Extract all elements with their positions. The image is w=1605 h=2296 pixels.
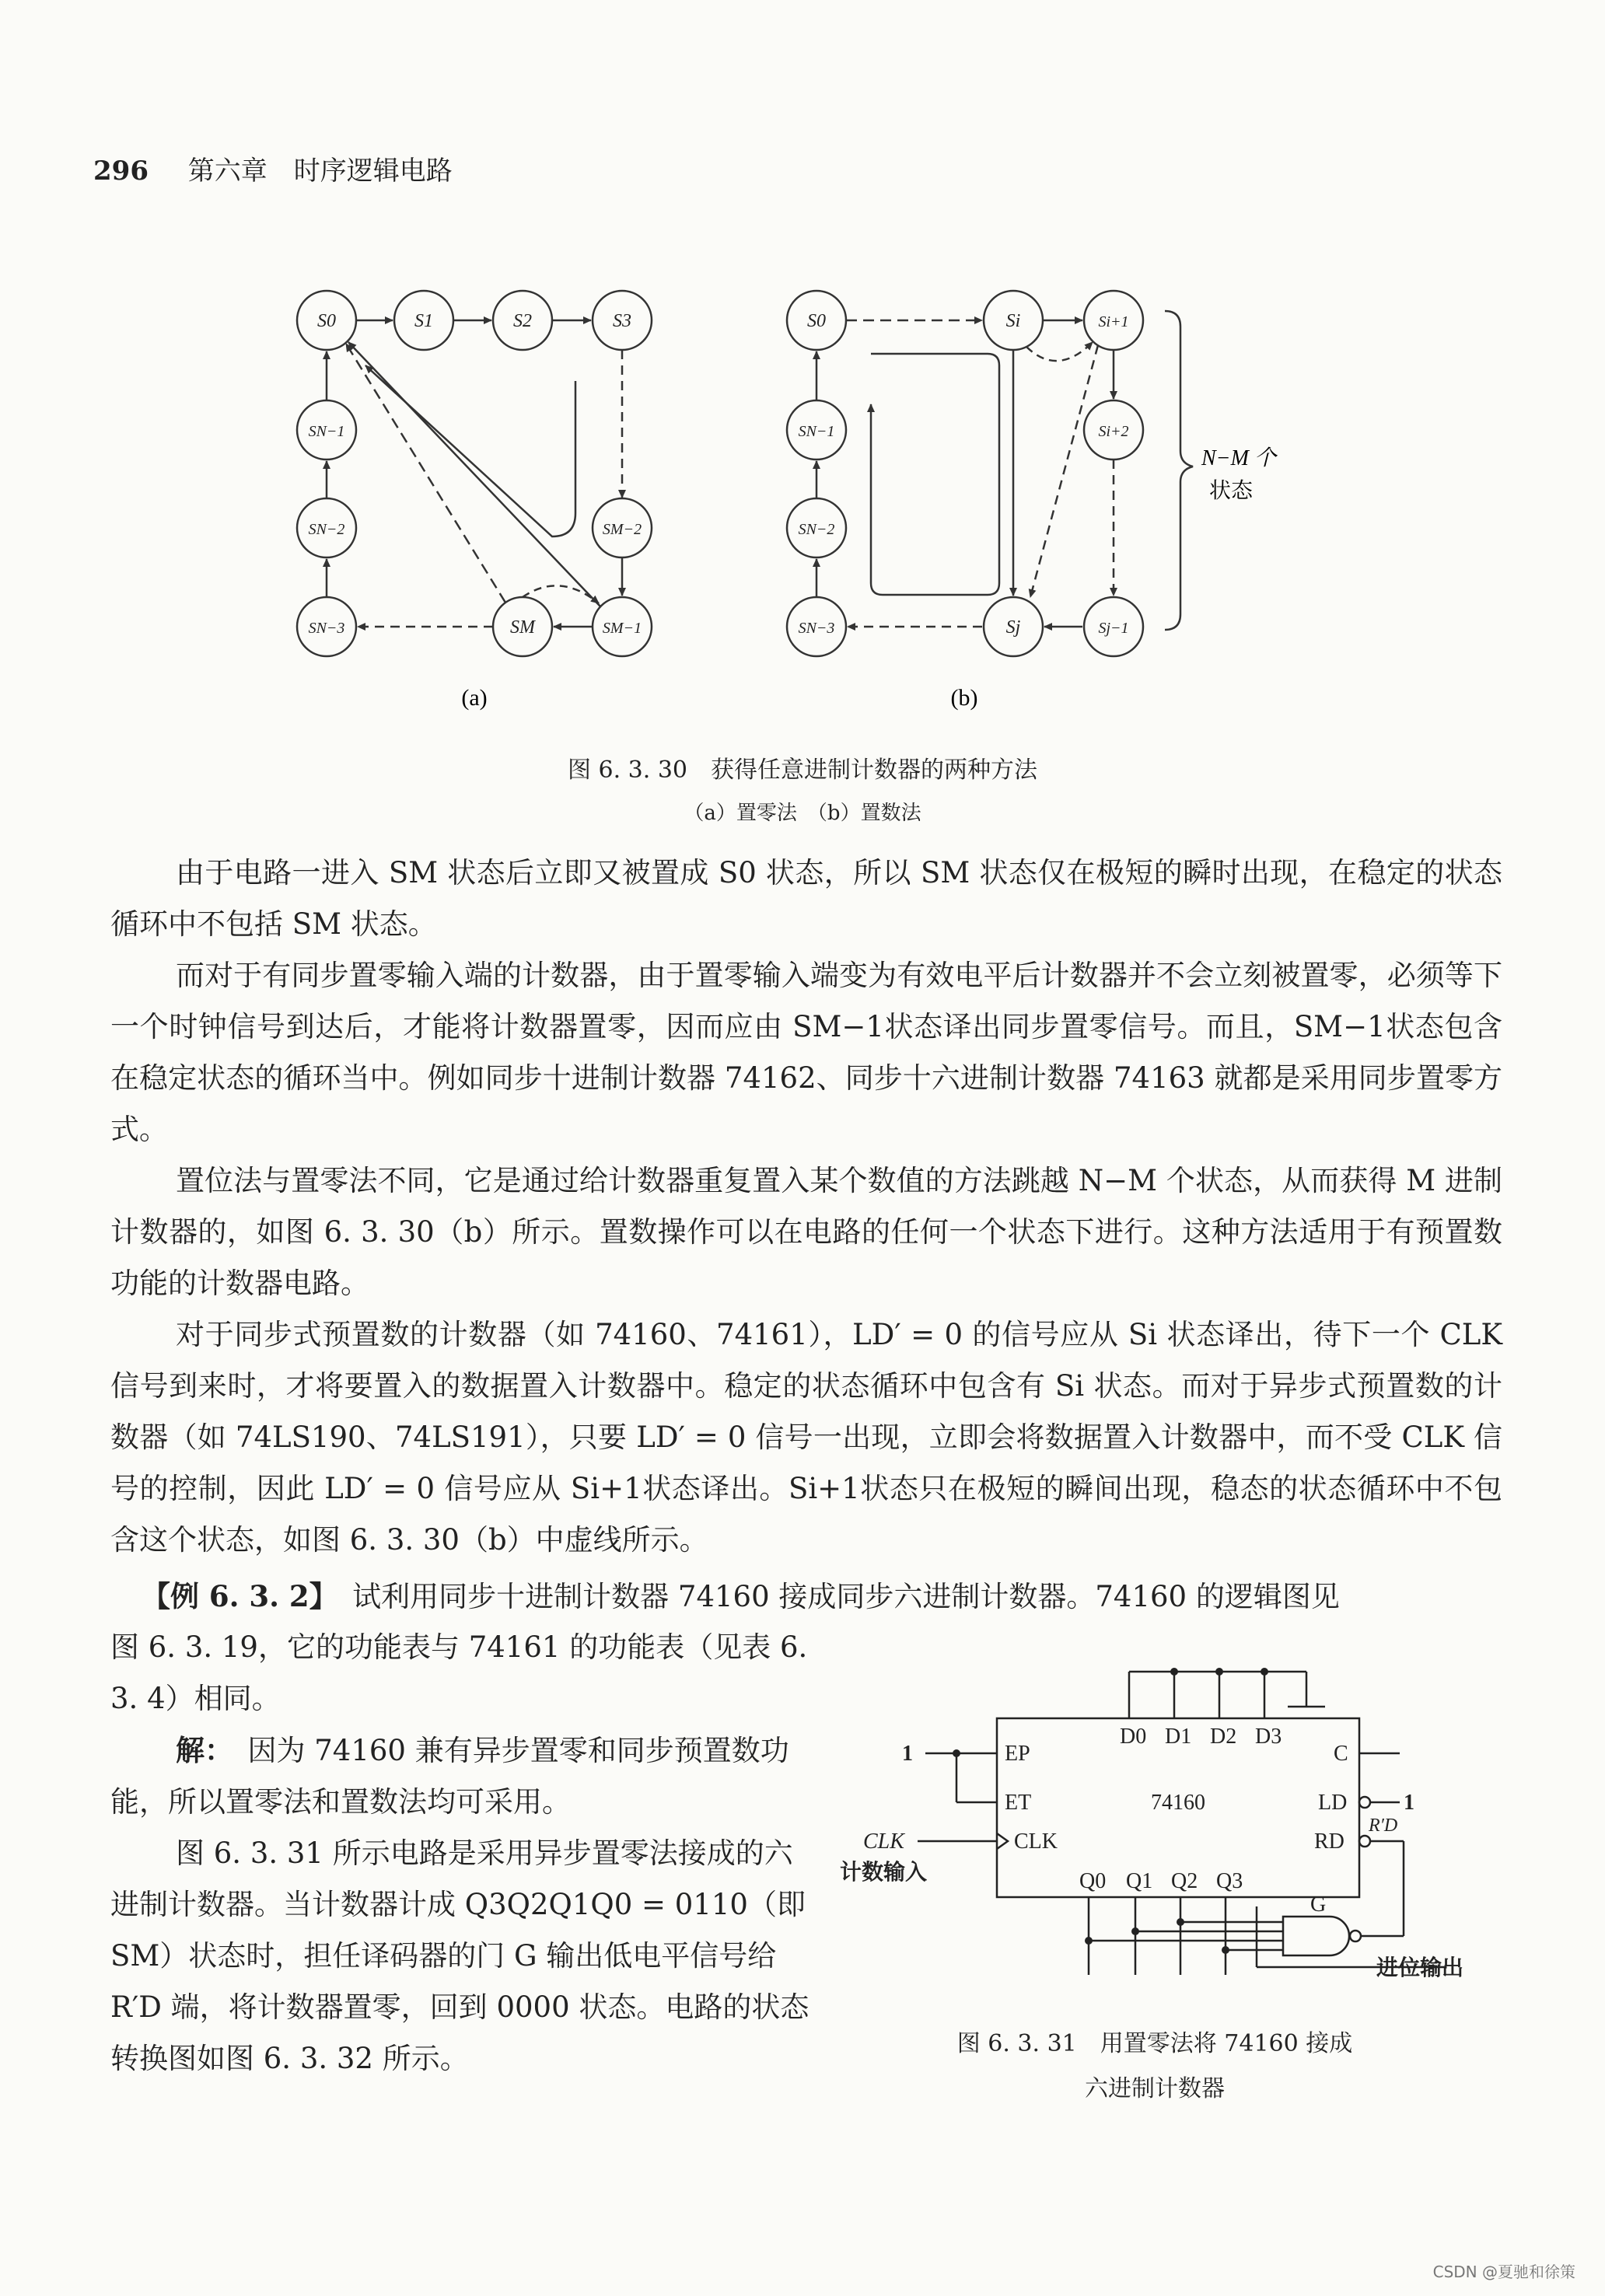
state-b-sn1: SN−1 — [798, 423, 835, 440]
example-body — [110, 1622, 810, 2085]
clk-label: CLK — [863, 1829, 904, 1854]
pin-q3: Q3 — [1216, 1869, 1243, 1893]
watermark: CSDN @夏驰和徐策 — [1432, 2263, 1575, 2281]
pin-q0: Q0 — [1079, 1869, 1107, 1893]
state-b-si1: Si+1 — [1098, 313, 1129, 330]
solution-text: 因为 74160 兼有异步置零和同步预置数功能，所以置零法和置数法均可采用。 — [110, 1734, 789, 1819]
state-a-sn3: SN−3 — [308, 620, 345, 637]
example-tag: 【例 6. 3. 2】 — [142, 1579, 324, 1613]
gate-label: G — [1310, 1892, 1327, 1917]
figure-6-3-31-caption — [918, 2022, 1392, 2112]
state-a-s2: S2 — [513, 311, 532, 331]
page-number: 296 — [93, 156, 149, 187]
state-b-sn3: SN−3 — [798, 620, 835, 637]
chapter-title: 第六章 时序逻辑电路 — [187, 156, 453, 187]
paragraph-3: 置位法与置零法不同，它是通过给计数器重复置入某个数值的方法跳越 N−M 个状态，从而获得 M 进制计数器的，如图 6. 3. 30（b）所示。置数操作可以在电路的任何一个状态下进行。这种方法适用于有预置数功能的计数器电路。 — [110, 1164, 1502, 1300]
pin-c: C — [1334, 1742, 1348, 1766]
pin-d1: D1 — [1165, 1725, 1192, 1749]
input-one: 1 — [902, 1742, 913, 1766]
state-a-sm1: SM−1 — [602, 620, 642, 637]
state-b-s0: S0 — [807, 311, 826, 331]
state-b-sn2: SN−2 — [798, 521, 835, 538]
state-a-sm2: SM−2 — [602, 521, 642, 538]
paragraph-1: 由于电路一进入 SM 状态后立即又被置成 S0 状态，所以 SM 状态仅在极短的瞬时出现，在稳定的状态循环中不包括 SM 状态。 — [110, 856, 1502, 941]
panel-b-label: (b) — [950, 685, 978, 711]
pin-d3: D3 — [1255, 1725, 1282, 1749]
ld-one: 1 — [1404, 1791, 1414, 1815]
figure-caption: 图 6. 3. 30 获得任意进制计数器的两种方法 — [567, 757, 1038, 784]
fig31-caption-line2: 六进制计数器 — [1085, 2075, 1225, 2102]
pin-clk: CLK — [1014, 1829, 1058, 1854]
example-cont: 图 6. 3. 19，它的功能表与 74161 的功能表（见表 6. 3. 4）相同。 — [110, 1630, 808, 1715]
clk-input-label: 计数输入 — [840, 1861, 928, 1885]
panel-a-label: (a) — [461, 685, 488, 711]
pin-et: ET — [1005, 1791, 1032, 1815]
paragraph-2: 而对于有同步置零输入端的计数器，由于置零输入端变为有效电平后计数器并不会立刻被置零，必须等下一个时钟信号到达后，才能将计数器置零，因而应由 SM−1状态译出同步置零信号。而且，SM−1状态包含在稳定状态的循环当中。例如同步十进制计数器 74162、同步十六进制计数器 74163 就都是采用同步置零方式。 — [110, 959, 1502, 1146]
paragraph-4: 对于同步式预置数的计数器（如 74160、74161），LD′ = 0 的信号应从 Si 状态译出，待下一个 CLK 信号到来时，才将要置入的数据置入计数器中。稳定的状态循环中包含有 Si 状态。而对于异步式预置数的计数器（如 74LS190、74LS191），只要 LD′ = 0 信号一出现，立即会将数据置入计数器中，而不受 CLK 信号的控制，因此 LD′ = 0 信号应从 Si+1状态译出。Si+1状态只在极短的瞬间出现，稳态的状态循环中不包含这个状态，如图 6. 3. 30（b）中虚线所示。 — [110, 1318, 1502, 1557]
pin-d0: D0 — [1120, 1725, 1147, 1749]
figure-subcaption: （a）置零法 （b）置数法 — [684, 802, 921, 825]
state-a-sn2: SN−2 — [308, 521, 345, 538]
state-a-sm: SM — [510, 617, 535, 638]
carry-out-label: 进位输出 — [1376, 1956, 1464, 1980]
state-b-sj: Sj — [1005, 617, 1021, 638]
pin-ld: LD — [1318, 1791, 1348, 1815]
pin-q1: Q1 — [1126, 1869, 1153, 1893]
brace-label-2: 状态 — [1209, 479, 1254, 503]
figure-6-3-31 — [824, 1648, 1493, 2022]
pin-q2: Q2 — [1171, 1869, 1198, 1893]
figure-6-3-30 — [0, 0, 1605, 746]
pin-rd: RD — [1314, 1829, 1344, 1854]
example-para2: 图 6. 3. 31 所示电路是采用异步置零法接成的六进制计数器。当计数器计成 Q3Q2Q1Q0 = 0110（即 SM）状态时，担任译码器的门 G 输出低电平信号给 R′D 端，将计数器置零，回到 0000 状态。电路的状态转换图如图 6. 3. 32 所示。 — [110, 1836, 809, 2075]
solution-tag: 解： — [176, 1733, 219, 1767]
state-a-s0: S0 — [317, 311, 336, 331]
state-b-si: Si — [1005, 311, 1021, 331]
state-a-s3: S3 — [613, 311, 631, 331]
state-a-s1: S1 — [414, 311, 433, 331]
state-b-sj1: Sj−1 — [1098, 620, 1129, 637]
body-text — [110, 847, 1502, 1566]
example-heading-line — [110, 1571, 1502, 1623]
chip-name: 74160 — [1151, 1791, 1205, 1815]
brace-label-1: N−M 个 — [1201, 446, 1276, 470]
pin-ep: EP — [1005, 1742, 1030, 1766]
state-b-si2: Si+2 — [1098, 423, 1129, 440]
example-line1: 试利用同步十进制计数器 74160 接成同步六进制计数器。74160 的逻辑图见 — [323, 1580, 1340, 1613]
rd-prime-label: R′D — [1369, 1815, 1398, 1836]
state-a-sn1: SN−1 — [308, 423, 345, 440]
fig31-caption-line1: 图 6. 3. 31 用置零法将 74160 接成 — [956, 2030, 1353, 2057]
pin-d2: D2 — [1210, 1725, 1237, 1749]
